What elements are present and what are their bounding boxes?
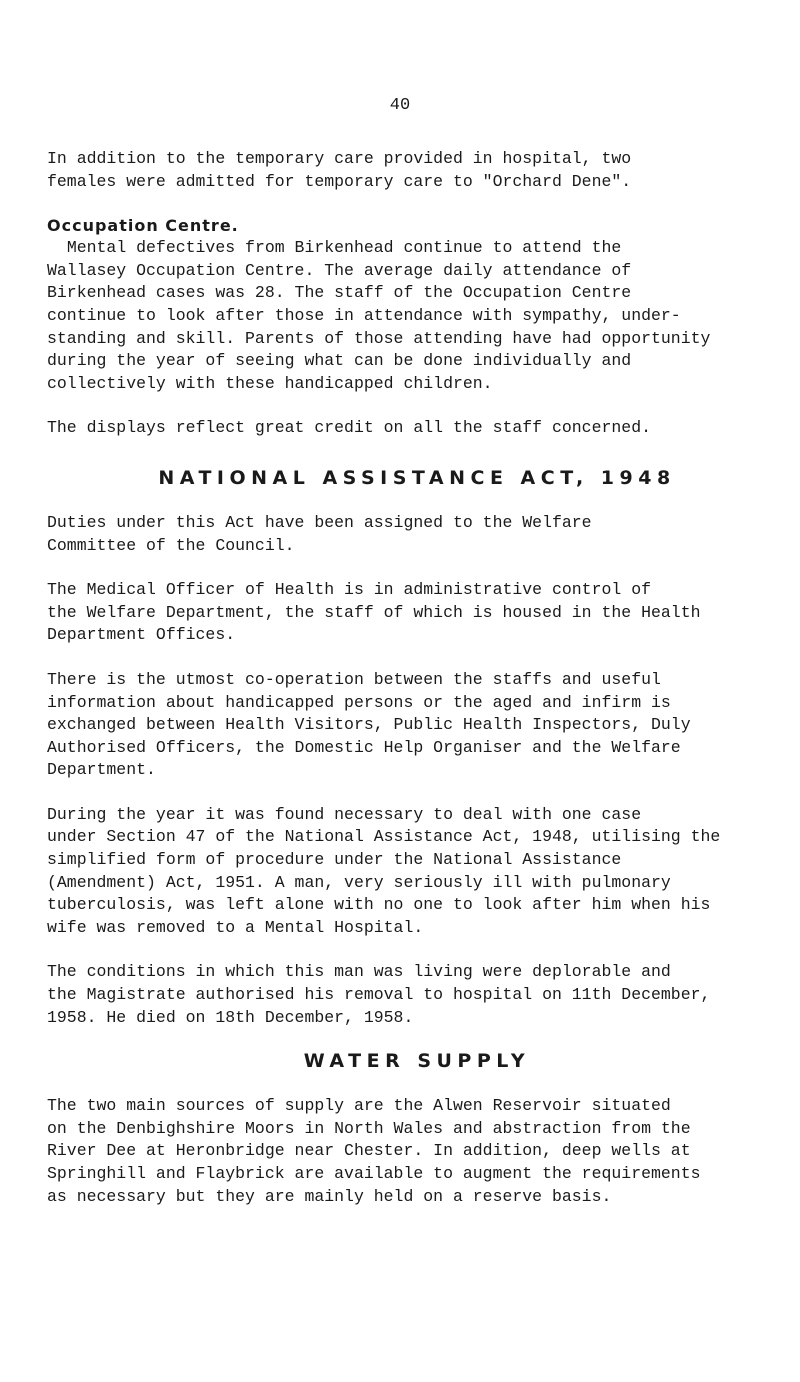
duties-paragraph: Duties under this Act have been assigned to the Welfare Committee of the Council. [47,512,592,555]
document-body [47,148,787,1208]
occupation-centre-paragraph: Mental defectives from Birkenhead continue to attend the Wallasey Occupation Centre. The average daily attendance of Birkenhead cases was 28. The staff of the Occupation Centre continue to look after those in attendance with sympathy, under- standing and skill. Parents of those attending have had opportunity during the year of seeing what can be done individually and collectively with these handicapped children. [47,238,711,393]
conditions-paragraph: The conditions in which this man was living were deplorable and the Magistrate authorised his removal to hospital on 11th December, 1958. He died on 18th December, 1958. [47,962,711,1027]
displays-paragraph: The displays reflect great credit on all the staff concerned. [47,418,651,438]
water-supply-paragraph: The two main sources of supply are the Alwen Reservoir situated on the Denbighshire Moors in North Wales and abstraction from the River Dee at Heronbridge near Chester. In addition, deep wells at Springhill and Flaybrick are available to augment the requirements as necessary but they are mainly held on a reserve basis. [47,1096,701,1206]
national-assistance-heading: NATIONAL ASSISTANCE ACT, 1948 [158,466,676,489]
occupation-centre-heading: Occupation Centre. [47,216,239,236]
water-supply-heading: WATER SUPPLY [303,1050,531,1073]
section-47-paragraph: During the year it was found necessary to deal with one case under Section 47 of the National Assistance Act, 1948, utilising the simplified form of procedure under the National Assistance (Amendment) Act, 1951. A man, very seriously ill with pulmonary tuberculosis, was left alone with no one to look after him when his wife was removed to a Mental Hospital. [47,804,721,937]
page-number: 40 [389,96,411,115]
medical-officer-paragraph: The Medical Officer of Health is in administrative control of the Welfare Department, the staff of which is housed in the Health Department Offices. [47,580,701,645]
intro-paragraph: In addition to the temporary care provided in hospital, two females were admitted for temporary care to "Orchard Dene". [47,149,632,191]
cooperation-paragraph: There is the utmost co-operation between the staffs and useful information about handicapped persons or the aged and infirm is exchanged between Health Visitors, Public Health Inspectors, Duly Authorised Officers, the Domestic Help Organiser and the Welfare Department. [47,669,691,780]
